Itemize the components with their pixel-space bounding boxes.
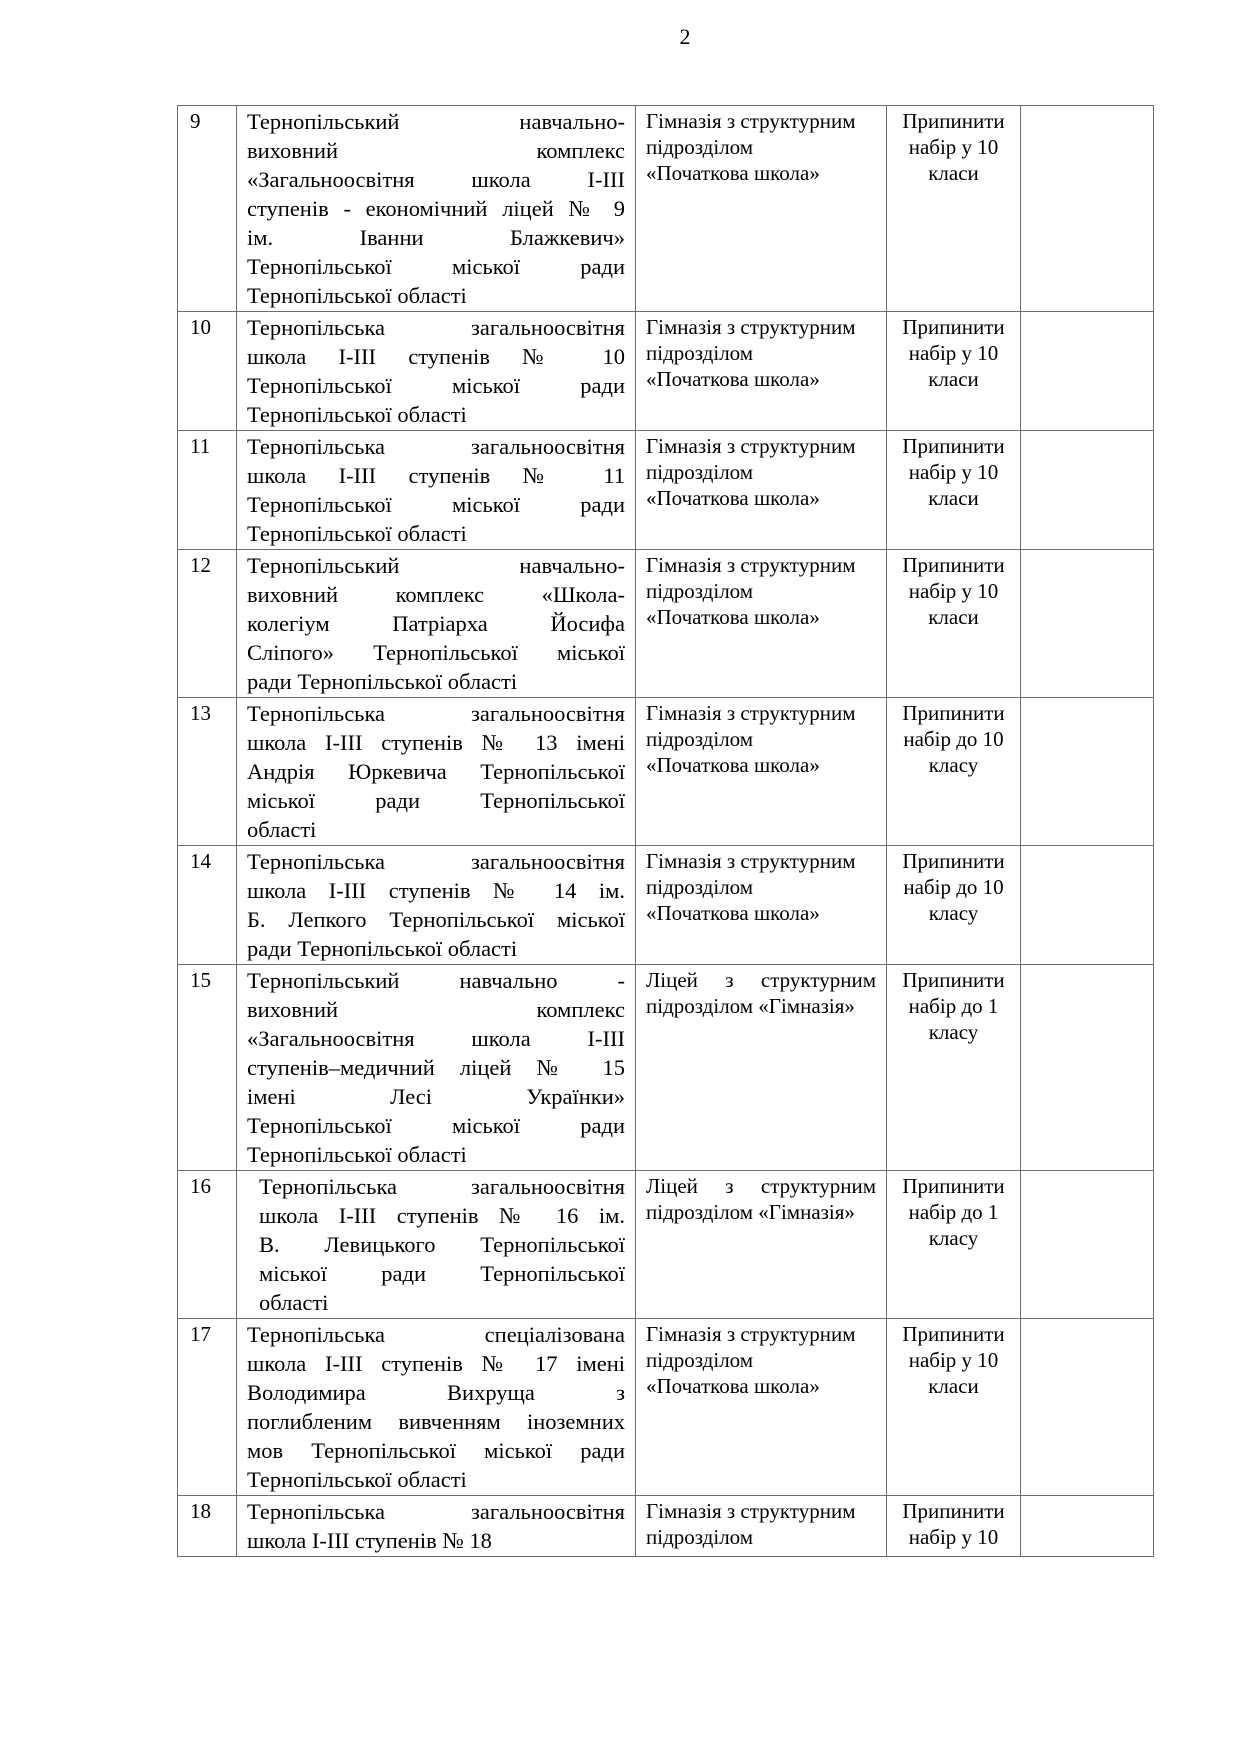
- institution-name-line: Тернопільський навчально -: [247, 968, 625, 993]
- action-line: набір до 1: [908, 1200, 999, 1224]
- new-type-cell: [636, 1171, 887, 1319]
- row-number-cell: 9: [178, 106, 237, 312]
- institution-name-cell: [237, 312, 636, 431]
- row-number-cell: 12: [178, 550, 237, 698]
- institution-name-line: міської ради Тернопільської: [247, 788, 625, 813]
- institution-name-cell: [237, 1496, 636, 1557]
- institution-name-line: Тернопільський навчально-: [247, 109, 625, 134]
- new-type-line: Гімназія з структурним: [646, 553, 856, 577]
- table-row: [178, 846, 1154, 965]
- row-number-cell: 15: [178, 965, 237, 1171]
- institution-name-line: мов Тернопільської міської ради: [247, 1438, 625, 1463]
- action-line: класи: [928, 367, 979, 391]
- institution-name-line: школа І-ІІІ ступенів № 16 ім.: [259, 1203, 625, 1228]
- institution-name-line: міської ради Тернопільської: [259, 1261, 625, 1286]
- institution-name-line: Тернопільської області: [247, 521, 467, 546]
- table-row: [178, 698, 1154, 846]
- institution-name-line: Тернопільської міської ради: [247, 1113, 625, 1138]
- institution-name-line: ради Тернопільської області: [247, 669, 518, 694]
- institution-name-line: школа І-ІІІ ступенів № 14 ім.: [247, 878, 625, 903]
- row-number-cell: 16: [178, 1171, 237, 1319]
- institution-name-line: Тернопільський навчально-: [247, 553, 625, 578]
- institution-name-cell: [237, 1171, 636, 1319]
- note-cell: [1021, 1496, 1154, 1557]
- action-cell: [887, 846, 1021, 965]
- action-line: набір до 10: [903, 727, 1004, 751]
- row-number-cell: 17: [178, 1319, 237, 1496]
- new-type-line: «Початкова школа»: [646, 486, 820, 510]
- action-line: Припинити: [902, 434, 1005, 458]
- institution-name-line: Тернопільська загальноосвітня: [247, 434, 625, 459]
- action-line: Припинити: [902, 968, 1005, 992]
- new-type-line: підрозділом: [646, 1525, 754, 1549]
- institution-name-line: школа І-ІІІ ступенів № 10: [247, 344, 625, 369]
- institution-name-line: виховний комплекс: [247, 997, 625, 1022]
- action-line: набір у 10: [908, 460, 999, 484]
- note-cell: [1021, 550, 1154, 698]
- institution-name-line: школа І-ІІІ ступенів № 13 імені: [247, 730, 625, 755]
- table-row: [178, 1171, 1154, 1319]
- table-row: [178, 1319, 1154, 1496]
- action-line: Припинити: [902, 315, 1005, 339]
- institution-name-cell: [237, 1319, 636, 1496]
- new-type-line: Гімназія з структурним: [646, 315, 856, 339]
- institution-name-line: області: [259, 1290, 329, 1315]
- institution-name-line: Тернопільської області: [247, 1467, 467, 1492]
- institution-name-cell: [237, 846, 636, 965]
- institution-name-line: Тернопільська загальноосвітня: [247, 1499, 625, 1524]
- action-line: класи: [928, 161, 979, 185]
- institution-name-line: Тернопільська загальноосвітня: [247, 315, 625, 340]
- institution-name-line: Тернопільської міської ради: [247, 373, 625, 398]
- new-type-cell: [636, 312, 887, 431]
- institution-name-line: школа І-ІІІ ступенів № 18: [247, 1528, 492, 1553]
- institution-name-line: Тернопільської міської ради: [247, 254, 625, 279]
- action-line: набір у 10: [908, 1525, 999, 1549]
- action-line: класи: [928, 1374, 979, 1398]
- new-type-line: підрозділом: [646, 875, 754, 899]
- action-line: набір у 10: [908, 341, 999, 365]
- table-row: [178, 312, 1154, 431]
- institution-name-line: поглибленим вивченням іноземних: [247, 1409, 625, 1434]
- table-body: [178, 106, 1154, 1557]
- institution-name-cell: [237, 698, 636, 846]
- institution-name-line: В. Левицького Тернопільської: [259, 1232, 625, 1257]
- row-number-cell: 18: [178, 1496, 237, 1557]
- action-line: класи: [928, 605, 979, 629]
- institution-name-line: Володимира Вихруща з: [247, 1380, 625, 1405]
- action-cell: [887, 431, 1021, 550]
- institution-name-line: Тернопільська спеціалізована: [247, 1322, 625, 1347]
- action-cell: [887, 312, 1021, 431]
- new-type-line: Гімназія з структурним: [646, 849, 856, 873]
- note-cell: [1021, 431, 1154, 550]
- note-cell: [1021, 106, 1154, 312]
- action-line: Припинити: [902, 109, 1005, 133]
- institution-name-line: школа І-ІІІ ступенів № 17 імені: [247, 1351, 625, 1376]
- new-type-cell: [636, 846, 887, 965]
- new-type-cell: [636, 106, 887, 312]
- action-line: набір до 10: [903, 875, 1004, 899]
- institution-name-cell: [237, 965, 636, 1171]
- action-line: Припинити: [902, 849, 1005, 873]
- action-cell: [887, 550, 1021, 698]
- note-cell: [1021, 1171, 1154, 1319]
- action-line: набір у 10: [908, 1348, 999, 1372]
- table-row: [178, 106, 1154, 312]
- new-type-line: підрозділом: [646, 1348, 754, 1372]
- action-line: класу: [928, 901, 979, 925]
- action-line: Припинити: [902, 701, 1005, 725]
- institution-name-line: Тернопільська загальноосвітня: [247, 849, 625, 874]
- action-line: класу: [928, 1226, 979, 1250]
- table-row: [178, 431, 1154, 550]
- row-number-cell: 13: [178, 698, 237, 846]
- action-line: класу: [928, 1020, 979, 1044]
- institution-name-line: «Загальноосвітня школа І-ІІІ: [247, 1026, 625, 1051]
- new-type-line: Ліцей з структурним: [646, 1174, 876, 1198]
- action-line: набір у 10: [908, 135, 999, 159]
- new-type-line: Гімназія з структурним: [646, 434, 856, 458]
- institution-name-line: області: [247, 817, 317, 842]
- institution-name-line: імені Лесі Українки»: [247, 1084, 625, 1109]
- new-type-line: підрозділом: [646, 341, 754, 365]
- action-cell: [887, 106, 1021, 312]
- new-type-line: підрозділом: [646, 579, 754, 603]
- action-line: набір у 10: [908, 579, 999, 603]
- new-type-cell: [636, 965, 887, 1171]
- new-type-line: підрозділом: [646, 727, 754, 751]
- institutions-table: [177, 105, 1154, 1557]
- institution-name-line: ступенів - економічний ліцей № 9: [247, 196, 625, 221]
- action-line: класи: [928, 486, 979, 510]
- action-line: Припинити: [902, 1499, 1005, 1523]
- new-type-line: підрозділом «Гімназія»: [646, 994, 855, 1018]
- institution-name-line: Андрія Юркевича Тернопільської: [247, 759, 625, 784]
- row-number-cell: 11: [178, 431, 237, 550]
- institution-name-line: виховний комплекс «Школа-: [247, 582, 625, 607]
- new-type-line: підрозділом: [646, 135, 754, 159]
- institution-name-cell: [237, 431, 636, 550]
- new-type-line: Гімназія з структурним: [646, 701, 856, 725]
- new-type-cell: [636, 1319, 887, 1496]
- action-line: Припинити: [902, 553, 1005, 577]
- new-type-line: «Початкова школа»: [646, 901, 820, 925]
- new-type-cell: [636, 1496, 887, 1557]
- table-row: [178, 965, 1154, 1171]
- new-type-line: «Початкова школа»: [646, 161, 820, 185]
- table-row: [178, 1496, 1154, 1557]
- note-cell: [1021, 698, 1154, 846]
- new-type-cell: [636, 698, 887, 846]
- institution-name-line: Тернопільська загальноосвітня: [259, 1174, 625, 1199]
- institution-name-cell: [237, 550, 636, 698]
- institution-name-line: ради Тернопільської області: [247, 936, 518, 961]
- new-type-line: підрозділом: [646, 460, 754, 484]
- page-number: 2: [679, 24, 691, 49]
- action-line: Припинити: [902, 1174, 1005, 1198]
- institution-name-line: Тернопільської області: [247, 402, 467, 427]
- note-cell: [1021, 846, 1154, 965]
- row-number-cell: 10: [178, 312, 237, 431]
- action-cell: [887, 698, 1021, 846]
- row-number-cell: 14: [178, 846, 237, 965]
- new-type-cell: [636, 431, 887, 550]
- action-line: класу: [928, 753, 979, 777]
- institution-name-line: Тернопільської області: [247, 1142, 467, 1167]
- action-line: Припинити: [902, 1322, 1005, 1346]
- new-type-line: Гімназія з структурним: [646, 1499, 856, 1523]
- institution-name-line: виховний комплекс: [247, 138, 625, 163]
- table-row: [178, 550, 1154, 698]
- institution-name-line: ступенів–медичний ліцей № 15: [247, 1055, 625, 1080]
- new-type-line: підрозділом «Гімназія»: [646, 1200, 855, 1224]
- action-line: набір до 1: [908, 994, 999, 1018]
- action-cell: [887, 1171, 1021, 1319]
- new-type-line: «Початкова школа»: [646, 367, 820, 391]
- institution-name-line: Тернопільської області: [247, 283, 467, 308]
- note-cell: [1021, 965, 1154, 1171]
- new-type-cell: [636, 550, 887, 698]
- institution-name-line: Б. Лепкого Тернопільської міської: [247, 907, 625, 932]
- institution-name-line: Сліпого» Тернопільської міської: [247, 640, 625, 665]
- action-cell: [887, 965, 1021, 1171]
- action-cell: [887, 1496, 1021, 1557]
- institution-name-line: Тернопільської міської ради: [247, 492, 625, 517]
- institution-name-line: Тернопільська загальноосвітня: [247, 701, 625, 726]
- institution-name-line: ім. Іванни Блажкевич»: [247, 225, 625, 250]
- action-cell: [887, 1319, 1021, 1496]
- institution-name-cell: [237, 106, 636, 312]
- institution-name-line: школа І-ІІІ ступенів № 11: [247, 463, 625, 488]
- new-type-line: «Початкова школа»: [646, 605, 820, 629]
- new-type-line: Гімназія з структурним: [646, 1322, 856, 1346]
- new-type-line: «Початкова школа»: [646, 753, 820, 777]
- new-type-line: Ліцей з структурним: [646, 968, 876, 992]
- institution-name-line: «Загальноосвітня школа І-ІІІ: [247, 167, 625, 192]
- institution-name-line: колегіум Патріарха Йосифа: [247, 611, 625, 636]
- new-type-line: Гімназія з структурним: [646, 109, 856, 133]
- note-cell: [1021, 312, 1154, 431]
- new-type-line: «Початкова школа»: [646, 1374, 820, 1398]
- note-cell: [1021, 1319, 1154, 1496]
